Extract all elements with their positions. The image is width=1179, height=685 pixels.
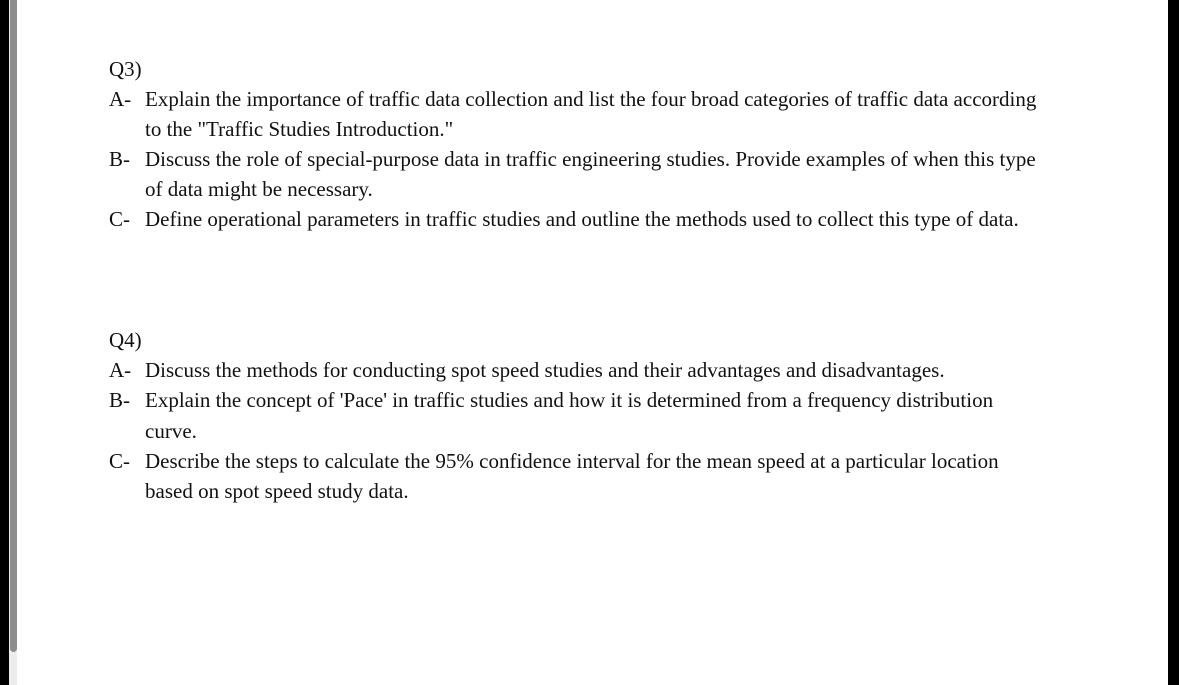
part-letter: C- bbox=[109, 449, 130, 473]
question-title: Q3) bbox=[109, 57, 142, 81]
part-text: Explain the importance of traffic data collection and list the four broad categories of traffic data according to the "Traffic Studies Introduction." bbox=[145, 87, 1037, 141]
document-page bbox=[17, 0, 1168, 685]
part-text: Describe the steps to calculate the 95% confidence interval for the mean speed at a particular location based on spot speed study data. bbox=[145, 449, 999, 503]
part-letter: C- bbox=[109, 207, 130, 231]
part-letter: A- bbox=[109, 87, 132, 111]
part-text: Discuss the methods for conducting spot speed studies and their advantages and disadvantages. bbox=[145, 358, 945, 382]
scrollbar-thumb[interactable] bbox=[10, 0, 17, 652]
part-text: Discuss the role of special-purpose data in traffic engineering studies. Provide examples of when this type of data might be necessary. bbox=[145, 147, 1036, 201]
question-q3 bbox=[109, 54, 1049, 234]
part-letter: B- bbox=[109, 388, 130, 412]
window-left-edge bbox=[0, 0, 9, 685]
part-letter: A- bbox=[109, 358, 132, 382]
question-part-b bbox=[109, 144, 1049, 204]
question-part-a bbox=[109, 84, 1049, 144]
question-part-c bbox=[109, 204, 1049, 234]
window-right-edge bbox=[1168, 0, 1179, 685]
question-part-b bbox=[109, 385, 1049, 446]
question-title: Q4) bbox=[109, 328, 142, 352]
question-part-a bbox=[109, 355, 1049, 385]
part-text: Define operational parameters in traffic studies and outline the methods used to collect this type of data. bbox=[145, 207, 1019, 231]
part-letter: B- bbox=[109, 147, 130, 171]
part-text: Explain the concept of 'Pace' in traffic studies and how it is determined from a frequency distribution curve. bbox=[145, 388, 994, 443]
question-part-c bbox=[109, 446, 1049, 506]
question-q4 bbox=[109, 325, 1049, 506]
